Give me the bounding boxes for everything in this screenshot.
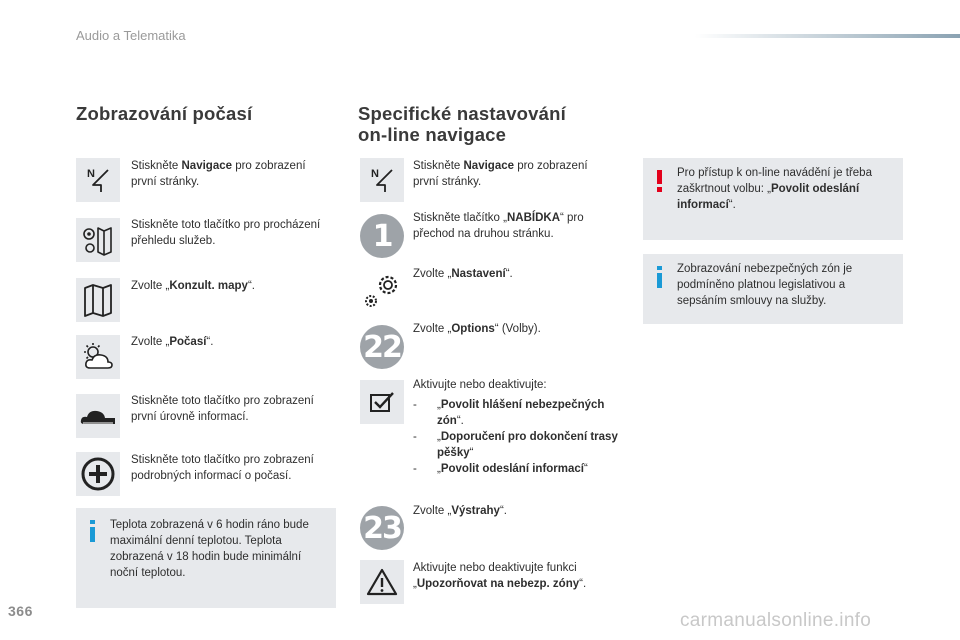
right-info-box — [643, 254, 903, 324]
navigation-icon — [76, 158, 120, 202]
services-map-icon — [76, 218, 120, 262]
exclamation-icon — [655, 170, 665, 192]
middle-step-4: Zvolte „Options“ (Volby). — [413, 323, 541, 335]
page-number: 366 — [8, 603, 33, 619]
svg-text:N: N — [371, 168, 379, 180]
warning-triangle-icon — [360, 560, 404, 604]
step-number-22: 22 — [360, 325, 404, 369]
middle-title: Specifické nastavování on-line navigace — [358, 103, 566, 145]
weather-icon — [76, 335, 120, 379]
right-info-text: Zobrazování nebezpečných zón je podmíněno platnou legislativou a sepsáním smlouvy na služby. — [677, 263, 853, 307]
step-number-23: 23 — [360, 506, 404, 550]
info-icon — [655, 266, 665, 288]
left-step-3: Zvolte „Konzult. mapy“. — [131, 280, 255, 292]
header-rule — [695, 34, 960, 38]
section-header: Audio a Telematika — [76, 28, 186, 43]
middle-step-7: Aktivujte nebo deaktivujte funkci „Upozorňovat na nebezp. zóny“. — [413, 562, 587, 590]
right-warning-box — [643, 158, 903, 240]
plus-icon — [76, 452, 120, 496]
left-info-box — [76, 508, 336, 608]
middle-step-1: Stiskněte Navigace pro zobrazení první stránky. — [413, 160, 588, 188]
watermark: carmanualsonline.info — [680, 610, 872, 631]
map-icon — [76, 278, 120, 322]
list-item: - „Povolit hlášení nebezpečných zón“. — [413, 399, 605, 427]
middle-step-6: Zvolte „Výstrahy“. — [413, 505, 507, 517]
left-info-text: Teplota zobrazená v 6 hodin ráno bude maximální denní teplotou. Teplota zobrazená v 18 hodin bude minimální noční teplotou. — [110, 519, 309, 579]
middle-step-3: Zvolte „Nastavení“. — [413, 268, 513, 280]
middle-step-5: Aktivujte nebo deaktivujte: - „Povolit hlášení nebezpečných zón“. - „Doporučení pro dokončení trasy pěšky“ - „Povolit odeslání informací“ — [413, 377, 628, 477]
settings-gears-icon — [360, 268, 404, 312]
cloud-info-icon — [76, 394, 120, 438]
step-number-1: 1 — [360, 214, 404, 258]
list-item: - „Povolit odeslání informací“ — [413, 463, 588, 475]
checkbox-icon — [360, 380, 404, 424]
left-step-6: Stiskněte toto tlačítko pro zobrazení podrobných informací o počasí. — [131, 454, 314, 482]
left-title: Zobrazování počasí — [76, 103, 253, 124]
navigation-icon — [360, 158, 404, 202]
list-item: - „Doporučení pro dokončení trasy pěšky“ — [413, 431, 618, 459]
left-step-2: Stiskněte toto tlačítko pro procházení přehledu služeb. — [131, 219, 321, 247]
left-step-1: Stiskněte Navigace pro zobrazení první stránky. — [131, 160, 306, 188]
svg-text:N: N — [87, 168, 95, 180]
middle-step-2: Stiskněte tlačítko „NABÍDKA“ pro přechod na druhou stránku. — [413, 212, 584, 240]
left-step-4: Zvolte „Počasí“. — [131, 336, 214, 348]
left-step-5: Stiskněte toto tlačítko pro zobrazení první úrovně informací. — [131, 395, 314, 423]
right-warning-text: Pro přístup k on-line navádění je třeba zaškrtnout volbu: „Povolit odeslání informací“. — [677, 167, 872, 211]
info-icon — [88, 520, 98, 542]
